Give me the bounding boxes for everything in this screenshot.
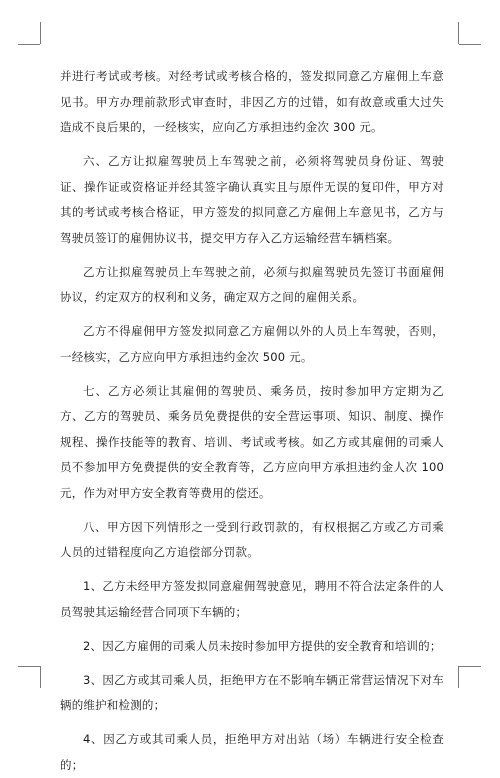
crop-mark-bottom-right (458, 666, 459, 688)
crop-mark-bottom-left (40, 666, 41, 688)
paragraph-continuation: 并进行考试或考核。对经考试或考核合格的，签发拟同意乙方雇佣上车意见书。甲方办理前款形式审查时，非因乙方的过错，如有故意或重大过失造成不良后果的，一经核实，应向乙方承担违约金次 300 元。 (60, 69, 444, 134)
paragraph-clause-8: 八、甲方因下列情形之一受到行政罚款的，有权根据乙方或乙方司乘人员的过错程度向乙方追偿部分罚款。 (60, 519, 444, 559)
paragraph-clause-7: 七、乙方必须让其雇佣的驾驶员、乘务员，按时参加甲方定期为乙方、乙方的驾驶员、乘务员免费提供的安全营运事项、知识、制度、操作规程、操作技能等的教育、培训、考试或考核。如乙方或其雇佣的司乘人员不参加甲方免费提供的安全教育等，乙方应向甲方承担违约金人次 100 元，作为对甲方安全教育等费用的偿还。 (60, 383, 444, 500)
crop-mark-top-right (458, 22, 459, 44)
list-item-1: 1、乙方未经甲方签发拟同意雇佣驾驶意见，聘用不符合法定条件的人员驾驶其运输经营合同项下车辆的； (60, 579, 444, 619)
crop-mark-top-right (459, 44, 481, 45)
paragraph-penalty-500: 乙方不得雇佣甲方签发拟同意乙方雇佣以外的人员上车驾驶，否则，一经核实，乙方应向甲方承担违约金次 500 元。 (60, 324, 444, 364)
paragraph-clause-6: 六、乙方让拟雇驾驶员上车驾驶之前，必须将驾驶员身份证、驾驶证、操作证或资格证并经其签字确认真实且与原件无误的复印件，甲方对其的考试或考核合格证，甲方签发的拟同意乙方雇佣上车意见书，乙方与驾驶员签订的雇佣协议书，提交甲方存入乙方运输经营车辆档案。 (60, 154, 444, 245)
crop-mark-top-left (40, 22, 41, 44)
list-item-2: 2、因乙方雇佣的司乘人员未按时参加甲方提供的安全教育和培训的； (83, 638, 442, 653)
list-item-3: 3、因乙方或其司乘人员，拒绝甲方在不影响车辆正常营运情况下对车辆的维护和检测的； (60, 672, 444, 712)
list-item-4: 4、因乙方或其司乘人员，拒绝甲方对出站（场）车辆进行安全检查的； (60, 732, 444, 772)
crop-mark-bottom-right (459, 666, 481, 667)
crop-mark-top-left (18, 44, 40, 45)
crop-mark-bottom-left (18, 666, 40, 667)
document-body (60, 64, 444, 778)
paragraph-employment-agreement: 乙方让拟雇驾驶员上车驾驶之前，必须与拟雇驾驶员先签订书面雇佣协议，约定双方的权利和义务，确定双方之间的雇佣关系。 (60, 264, 444, 304)
